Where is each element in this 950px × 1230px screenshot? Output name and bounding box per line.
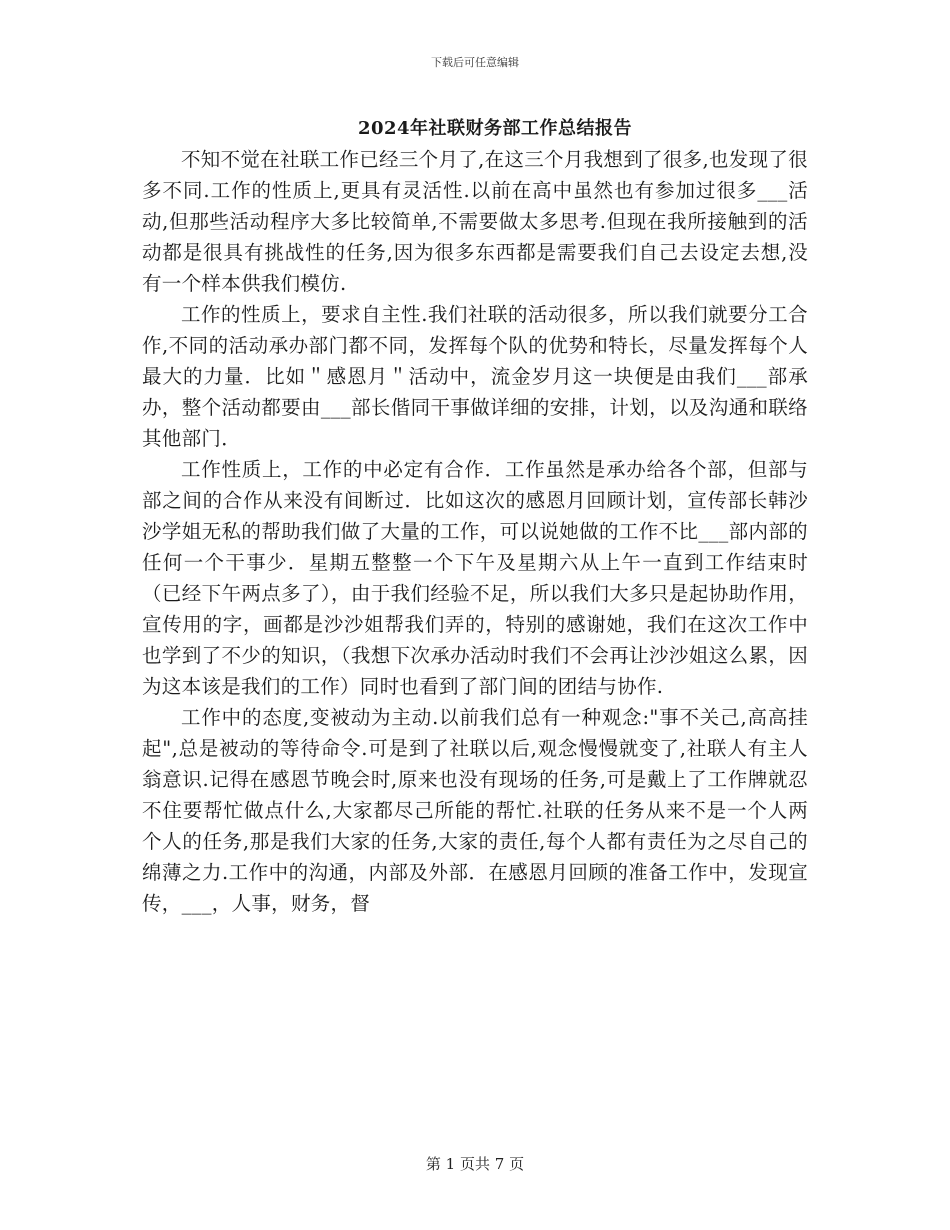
document-body (142, 144, 808, 919)
page-header: 下载后可任意编辑 (431, 56, 519, 69)
paragraph: 不知不觉在社联工作已经三个月了,在这三个月我想到了很多,也发现了很多不同.工作的性质上,更具有灵活性.以前在高中虽然也有参加过很多___活动,但那些活动程序大多比较简单,不需要做太多思考.但现在我所接触到的活动都是很具有挑战性的任务,因为很多东西都是需要我们自己去设定去想,没有一个样本供我们模仿. (142, 148, 808, 295)
document-title: 2024年社联财务部工作总结报告 (357, 118, 633, 139)
paragraph: 工作中的态度,变被动为主动.以前我们总有一种观念:"事不关己,高高挂起",总是被动的等待命令.可是到了社联以后,观念慢慢就变了,社联人有主人翁意识.记得在感恩节晚会时,原来也没有现场的任务,可是戴上了工作牌就忍不住要帮忙做点什么,大家都尽己所能的帮忙.社联的任务从来不是一个人两个人的任务,那是我们大家的任务,大家的责任,每个人都有责任为之尽自己的绵薄之力.工作中的沟通，内部及外部．在感恩月回顾的准备工作中，发现宣传，___，人事，财务，督 (142, 706, 808, 915)
paragraph: 工作的性质上，要求自主性.我们社联的活动很多，所以我们就要分工合作,不同的活动承办部门都不同，发挥每个队的优势和特长，尽量发挥每个人最大的力量．比如＂感恩月＂活动中，流金岁月这一块便是由我们___部承办，整个活动都要由___部长偕同干事做详细的安排，计划，以及沟通和联络其他部门． (142, 303, 808, 450)
page-number: 第 1 页共 7 页 (425, 1155, 525, 1173)
paragraph: 工作性质上，工作的中必定有合作．工作虽然是承办给各个部，但部与部之间的合作从来没有间断过．比如这次的感恩月回顾计划，宣传部长韩沙沙学姐无私的帮助我们做了大量的工作，可以说她做的工作不比___部内部的任何一个干事少．星期五整整一个下午及星期六从上午一直到工作结束时（已经下午两点多了），由于我们经验不足，所以我们大多只是起协助作用，宣传用的字，画都是沙沙姐帮我们弄的，特别的感谢她，我们在这次工作中也学到了不少的知识，（我想下次承办活动时我们不会再让沙沙姐这么累，因为这本该是我们的工作）同时也看到了部门间的团结与协作. (142, 458, 808, 698)
